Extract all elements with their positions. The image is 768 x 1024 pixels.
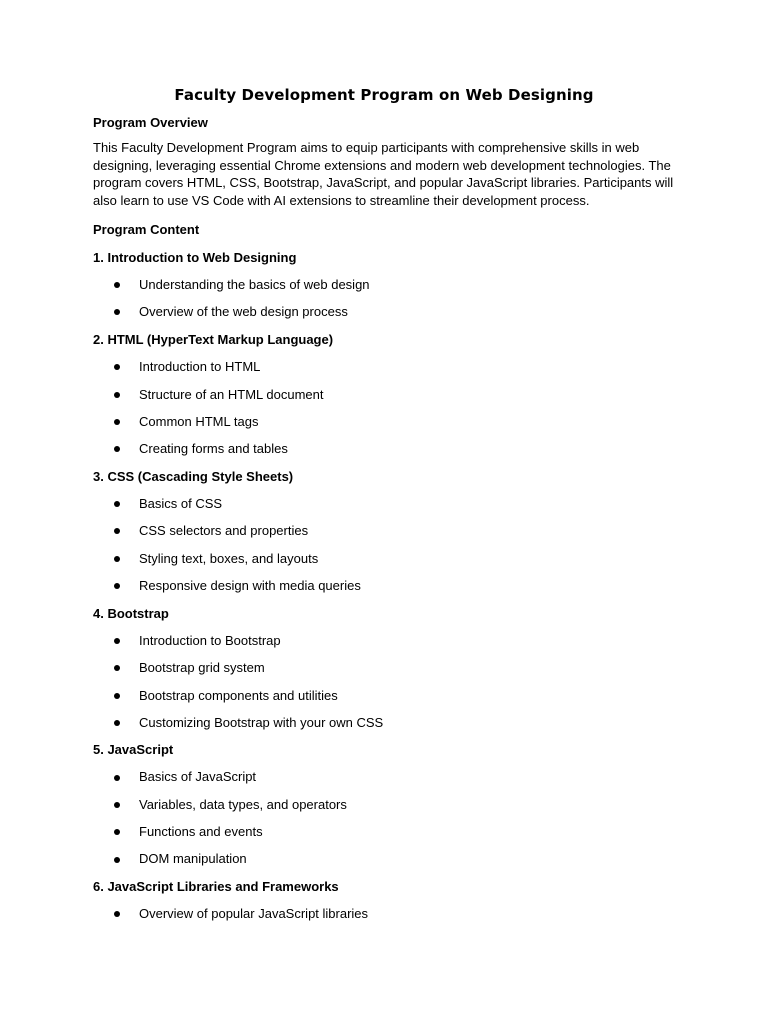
overview-line: also learn to use VS Code with AI extensions to streamline their development process. bbox=[93, 192, 590, 208]
document-title: Faculty Development Program on Web Designing bbox=[174, 86, 594, 104]
list-item: Variables, data types, and operators bbox=[139, 797, 347, 812]
bullet-icon bbox=[114, 282, 120, 288]
bullet-icon bbox=[114, 638, 120, 644]
bullet-icon bbox=[114, 501, 120, 507]
overview-line: program covers HTML, CSS, Bootstrap, JavaScript, and popular JavaScript libraries. Participants will bbox=[93, 175, 674, 190]
list-item: Overview of popular JavaScript libraries bbox=[139, 906, 369, 921]
bullet-icon bbox=[114, 665, 120, 671]
section-heading: 5. JavaScript bbox=[93, 742, 174, 757]
list-item: Creating forms and tables bbox=[139, 441, 288, 456]
section-heading: 2. HTML (HyperText Markup Language) bbox=[93, 332, 334, 347]
list-item: Introduction to Bootstrap bbox=[139, 633, 281, 648]
overview-line: designing, leveraging essential Chrome extensions and modern web development technologies. The bbox=[93, 157, 671, 173]
list-item: CSS selectors and properties bbox=[139, 523, 309, 538]
section-heading: 4. Bootstrap bbox=[93, 606, 169, 621]
bullet-icon bbox=[114, 911, 120, 917]
bullet-icon bbox=[114, 857, 120, 863]
list-item: Bootstrap grid system bbox=[139, 660, 265, 675]
section-heading: 6. JavaScript Libraries and Frameworks bbox=[93, 879, 339, 894]
bullet-icon bbox=[114, 446, 120, 452]
bullet-icon bbox=[114, 775, 120, 781]
bullet-icon bbox=[114, 802, 120, 808]
bullet-icon bbox=[114, 528, 120, 534]
bullet-icon bbox=[114, 419, 120, 425]
bullet-icon bbox=[114, 556, 120, 562]
list-item: Common HTML tags bbox=[139, 414, 259, 429]
list-item: Structure of an HTML document bbox=[139, 387, 324, 402]
overview-line: This Faculty Development Program aims to equip participants with comprehensive skills in web bbox=[93, 140, 640, 155]
list-item: Responsive design with media queries bbox=[139, 578, 361, 593]
bullet-icon bbox=[114, 720, 120, 726]
bullet-icon bbox=[114, 693, 120, 699]
list-item: Customizing Bootstrap with your own CSS bbox=[139, 715, 384, 730]
overview-paragraph bbox=[93, 139, 678, 209]
list-item: Understanding the basics of web design bbox=[139, 277, 370, 292]
list-item: Basics of CSS bbox=[139, 496, 223, 511]
bullet-icon bbox=[114, 829, 120, 835]
list-item: Basics of JavaScript bbox=[139, 769, 257, 784]
bullet-icon bbox=[114, 583, 120, 589]
list-item: Bootstrap components and utilities bbox=[139, 688, 338, 703]
list-item: DOM manipulation bbox=[139, 851, 247, 866]
bullet-icon bbox=[114, 364, 120, 370]
section-heading: 3. CSS (Cascading Style Sheets) bbox=[93, 469, 294, 484]
overview-heading: Program Overview bbox=[93, 115, 208, 130]
bullet-icon bbox=[114, 309, 120, 315]
section-heading: 1. Introduction to Web Designing bbox=[93, 250, 297, 265]
list-item: Overview of the web design process bbox=[139, 304, 348, 319]
bullet-icon bbox=[114, 392, 120, 398]
list-item: Styling text, boxes, and layouts bbox=[139, 551, 319, 566]
list-item: Introduction to HTML bbox=[139, 359, 261, 374]
list-item: Functions and events bbox=[139, 824, 263, 839]
content-heading: Program Content bbox=[93, 222, 200, 237]
